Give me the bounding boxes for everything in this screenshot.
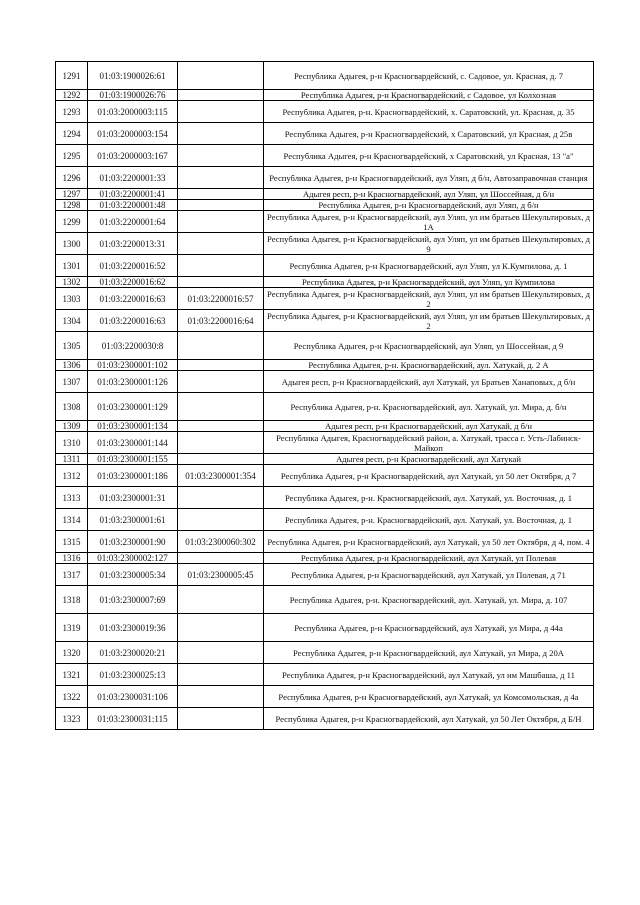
related-cadastral-number-cell [178,708,264,730]
row-number-cell: 1293 [56,101,88,123]
table-row [56,189,594,200]
address-cell: Республика Адыгея, р-н Красногвардейский, с. Садовое, ул. Красная, д. 7 [264,62,594,90]
row-number-cell: 1297 [56,189,88,200]
address-cell: Республика Адыгея, р-н Красногвардейский, аул Хатукай, ул Мира, д 44а [264,614,594,642]
address-cell: Адыгея респ, р-н Красногвардейский, аул Хатукай, д б/н [264,421,594,432]
related-cadastral-number-cell [178,371,264,393]
related-cadastral-number-cell [178,664,264,686]
related-cadastral-number-cell [178,360,264,371]
table-row [56,564,594,586]
table-row [56,167,594,189]
table-row [56,255,594,277]
related-cadastral-number-cell [178,421,264,432]
table-row [56,686,594,708]
row-number-cell: 1311 [56,454,88,465]
cadastral-number-cell: 01:03:2300001:102 [88,360,178,371]
row-number-cell: 1317 [56,564,88,586]
cadastral-number-cell: 01:03:2300019:36 [88,614,178,642]
table-row [56,90,594,101]
related-cadastral-number-cell [178,586,264,614]
related-cadastral-number-cell [178,211,264,233]
cadastral-number-cell: 01:03:2000003:115 [88,101,178,123]
address-cell: Республика Адыгея, р-н. Красногвардейский, аул. Хатукай, д. 2 А [264,360,594,371]
cadastral-number-cell: 01:03:1900026:76 [88,90,178,101]
row-number-cell: 1306 [56,360,88,371]
row-number-cell: 1307 [56,371,88,393]
row-number-cell: 1308 [56,393,88,421]
table-row [56,454,594,465]
cadastral-number-cell: 01:03:2000003:167 [88,145,178,167]
address-cell: Республика Адыгея, р-н Красногвардейский, аул Уляп, ул им братьев Шекультировых, д 9 [264,233,594,255]
table-row [56,642,594,664]
table-row [56,360,594,371]
related-cadastral-number-cell [178,62,264,90]
table-row [56,664,594,686]
row-number-cell: 1309 [56,421,88,432]
cadastral-number-cell: 01:03:2200016:63 [88,310,178,332]
address-cell: Республика Адыгея, р-н Красногвардейский, аул Уляп, ул им братьев Шекультировых, д 1А [264,211,594,233]
cadastral-number-cell: 01:03:2300001:144 [88,432,178,454]
address-cell: Республика Адыгея, р-н Красногвардейский, аул Уляп, ул Кумпилова [264,277,594,288]
row-number-cell: 1323 [56,708,88,730]
cadastral-number-cell: 01:03:2300001:134 [88,421,178,432]
table-row [56,509,594,531]
cadastral-number-cell: 01:03:2200013:31 [88,233,178,255]
table-row [56,586,594,614]
address-cell: Адыгея респ, р-н Красногвардейский, аул Хатукай [264,454,594,465]
related-cadastral-number-cell [178,686,264,708]
cadastral-number-cell: 01:03:2200030:8 [88,332,178,360]
row-number-cell: 1302 [56,277,88,288]
table-row [56,553,594,564]
table-row [56,62,594,90]
row-number-cell: 1304 [56,310,88,332]
address-cell: Республика Адыгея, р-н Красногвардейский, аул Хатукай, ул 50 Лет Октября, д Б/Н [264,708,594,730]
address-cell: Адыгея респ, р-н Красногвардейский, аул Уляп, ул Шоссейная, д б/н [264,189,594,200]
cadastral-number-cell: 01:03:2300031:115 [88,708,178,730]
related-cadastral-number-cell [178,553,264,564]
row-number-cell: 1294 [56,123,88,145]
row-number-cell: 1299 [56,211,88,233]
cadastral-number-cell: 01:03:2200016:62 [88,277,178,288]
table-row [56,708,594,730]
cadastral-number-cell: 01:03:2000003:154 [88,123,178,145]
address-cell: Республика Адыгея, р-н. Красногвардейский, аул. Хатукай, ул. Мира, д. 107 [264,586,594,614]
table-row [56,101,594,123]
related-cadastral-number-cell [178,432,264,454]
related-cadastral-number-cell [178,189,264,200]
table-row [56,211,594,233]
row-number-cell: 1310 [56,432,88,454]
address-cell: Республика Адыгея, р-н Красногвардейский, х Саратовский, ул Красная, д 25в [264,123,594,145]
table-row [56,233,594,255]
related-cadastral-number-cell: 01:03:2300005:45 [178,564,264,586]
address-cell: Республика Адыгея, Красногвардейский район, а. Хатукай, трасса г. Усть-Лабинск-Майкоп [264,432,594,454]
address-cell: Республика Адыгея, р-н Красногвардейский, аул Уляп, ул К.Кумпилова, д. 1 [264,255,594,277]
table-row [56,465,594,487]
row-number-cell: 1315 [56,531,88,553]
table-row [56,123,594,145]
cadastral-number-cell: 01:03:2300001:61 [88,509,178,531]
address-cell: Адыгея респ, р-н Красногвардейский, аул Хатукай, ул Братьев Ханаповых, д б/н [264,371,594,393]
cadastral-number-cell: 01:03:2200001:33 [88,167,178,189]
address-cell: Республика Адыгея, р-н Красногвардейский, х Саратовский, ул Красная, 13 "а" [264,145,594,167]
address-cell: Республика Адыгея, р-н. Красногвардейский, аул. Хатукай, ул. Восточная, д. 1 [264,487,594,509]
row-number-cell: 1291 [56,62,88,90]
related-cadastral-number-cell [178,145,264,167]
cadastral-number-cell: 01:03:2300001:155 [88,454,178,465]
table-row [56,277,594,288]
related-cadastral-number-cell: 01:03:2300060:302 [178,531,264,553]
property-register-table [55,61,594,730]
register-table-body [56,62,594,730]
related-cadastral-number-cell [178,614,264,642]
table-row [56,371,594,393]
related-cadastral-number-cell: 01:03:2300001:354 [178,465,264,487]
cadastral-number-cell: 01:03:2300031:106 [88,686,178,708]
cadastral-number-cell: 01:03:2200016:52 [88,255,178,277]
row-number-cell: 1313 [56,487,88,509]
cadastral-number-cell: 01:03:2300005:34 [88,564,178,586]
address-cell: Республика Адыгея, р-н Красногвардейский, аул Уляп, ул им братьев Шекультировых, д 2 [264,310,594,332]
row-number-cell: 1292 [56,90,88,101]
row-number-cell: 1316 [56,553,88,564]
row-number-cell: 1320 [56,642,88,664]
address-cell: Республика Адыгея, р-н Красногвардейский, с Садовое, ул Колхозная [264,90,594,101]
address-cell: Республика Адыгея, р-н Красногвардейский, аул Уляп, д б/н, Автозаправочная станция [264,167,594,189]
table-row [56,421,594,432]
address-cell: Республика Адыгея, р-н Красногвардейский, аул Хатукай, ул Полевая [264,553,594,564]
table-row [56,432,594,454]
row-number-cell: 1298 [56,200,88,211]
related-cadastral-number-cell [178,454,264,465]
table-row [56,531,594,553]
related-cadastral-number-cell [178,277,264,288]
address-cell: Республика Адыгея, р-н Красногвардейский, аул Хатукай, ул Мира, д 20А [264,642,594,664]
cadastral-number-cell: 01:03:2200016:63 [88,288,178,310]
row-number-cell: 1319 [56,614,88,642]
related-cadastral-number-cell [178,332,264,360]
related-cadastral-number-cell [178,393,264,421]
address-cell: Республика Адыгея, р-н. Красногвардейский, аул. Хатукай, ул. Восточная, д. 1 [264,509,594,531]
table-row [56,200,594,211]
row-number-cell: 1296 [56,167,88,189]
cadastral-number-cell: 01:03:2300007:69 [88,586,178,614]
row-number-cell: 1321 [56,664,88,686]
cadastral-number-cell: 01:03:1900026:61 [88,62,178,90]
address-cell: Республика Адыгея, р-н Красногвардейский, аул Уляп, ул Шоссейная, д 9 [264,332,594,360]
table-row [56,332,594,360]
row-number-cell: 1301 [56,255,88,277]
related-cadastral-number-cell [178,509,264,531]
related-cadastral-number-cell [178,642,264,664]
table-row [56,614,594,642]
related-cadastral-number-cell [178,167,264,189]
cadastral-number-cell: 01:03:2200001:41 [88,189,178,200]
related-cadastral-number-cell [178,90,264,101]
table-row [56,288,594,310]
cadastral-number-cell: 01:03:2300001:186 [88,465,178,487]
cadastral-number-cell: 01:03:2300020:21 [88,642,178,664]
row-number-cell: 1303 [56,288,88,310]
row-number-cell: 1314 [56,509,88,531]
address-cell: Республика Адыгея, р-н. Красногвардейский, аул. Хатукай, ул. Мира, д. б/н [264,393,594,421]
address-cell: Республика Адыгея, р-н Красногвардейский, аул Хатукай, ул Комсомольская, д 4а [264,686,594,708]
address-cell: Республика Адыгея, р-н Красногвардейский, аул Хатукай, ул Полевая, д 71 [264,564,594,586]
related-cadastral-number-cell [178,101,264,123]
cadastral-number-cell: 01:03:2200001:64 [88,211,178,233]
related-cadastral-number-cell [178,255,264,277]
address-cell: Республика Адыгея, р-н Красногвардейский, аул Уляп, ул им братьев Шекультировых, д 2 [264,288,594,310]
address-cell: Республика Адыгея, р-н. Красногвардейский, х. Саратовский, ул. Красная, д. 35 [264,101,594,123]
related-cadastral-number-cell: 01:03:2200016:64 [178,310,264,332]
address-cell: Республика Адыгея, р-н Красногвардейский, аул Хатукай, ул 50 лет Октября, д 4, пом. 4 [264,531,594,553]
cadastral-number-cell: 01:03:2300002:127 [88,553,178,564]
table-row [56,487,594,509]
row-number-cell: 1295 [56,145,88,167]
address-cell: Республика Адыгея, р-н Красногвардейский, аул Хатукай, ул 50 лет Октября, д 7 [264,465,594,487]
cadastral-number-cell: 01:03:2200001:48 [88,200,178,211]
row-number-cell: 1318 [56,586,88,614]
cadastral-number-cell: 01:03:2300001:126 [88,371,178,393]
cadastral-number-cell: 01:03:2300001:129 [88,393,178,421]
cadastral-number-cell: 01:03:2300001:31 [88,487,178,509]
row-number-cell: 1322 [56,686,88,708]
address-cell: Республика Адыгея, р-н Красногвардейский, аул Уляп, д б/н [264,200,594,211]
row-number-cell: 1312 [56,465,88,487]
table-row [56,393,594,421]
related-cadastral-number-cell [178,123,264,145]
address-cell: Республика Адыгея, р-н Красногвардейский, аул Хатукай, ул им Машбаша, д 11 [264,664,594,686]
row-number-cell: 1300 [56,233,88,255]
cadastral-number-cell: 01:03:2300025:13 [88,664,178,686]
related-cadastral-number-cell [178,487,264,509]
related-cadastral-number-cell: 01:03:2200016:57 [178,288,264,310]
cadastral-number-cell: 01:03:2300001:90 [88,531,178,553]
table-row [56,145,594,167]
related-cadastral-number-cell [178,200,264,211]
related-cadastral-number-cell [178,233,264,255]
row-number-cell: 1305 [56,332,88,360]
table-row [56,310,594,332]
